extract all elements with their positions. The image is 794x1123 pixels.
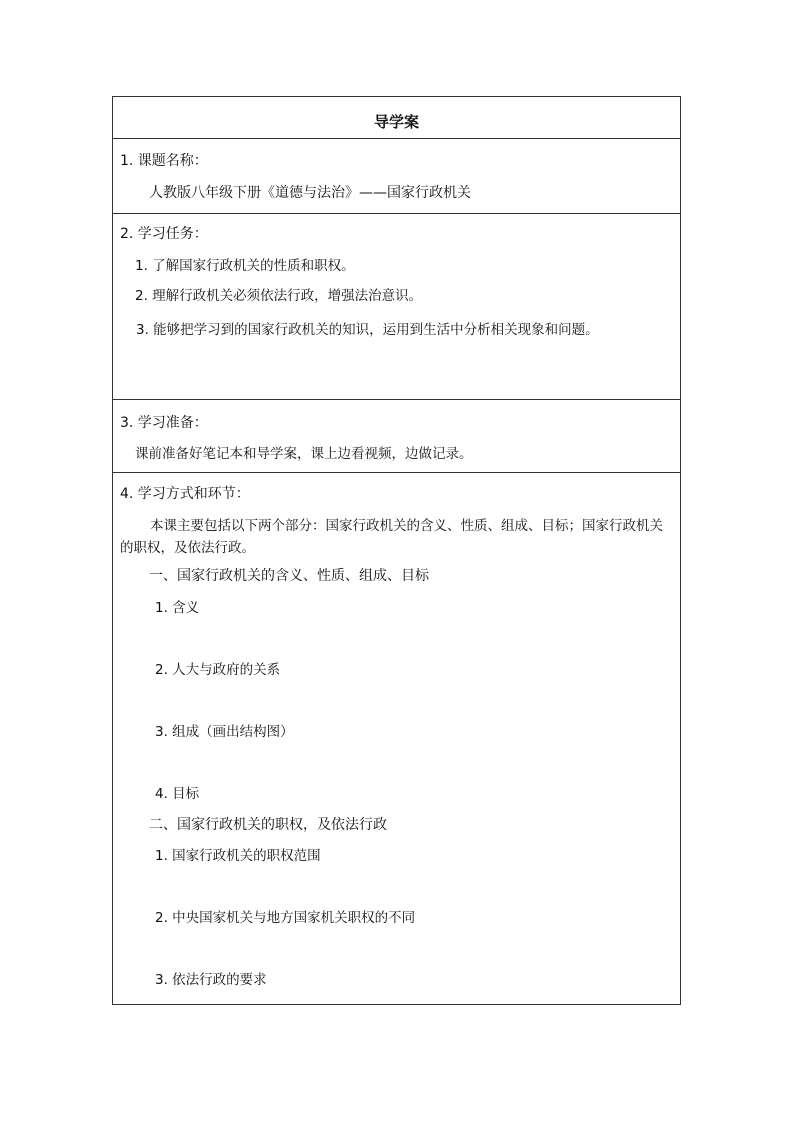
task-item: 2. 理解行政机关必须依法行政，增强法治意识。	[135, 288, 423, 304]
section-methods	[113, 473, 680, 1004]
section-topic-heading: 1. 课题名称：	[120, 153, 208, 169]
course-name: 人教版八年级下册《道德与法治》——国家行政机关	[149, 185, 471, 201]
part1-item: 4. 目标	[155, 786, 200, 802]
part1-item: 1. 含义	[155, 600, 200, 616]
methods-intro: 本课主要包括以下两个部分：国家行政机关的含义、性质、组成、目标；国家行政机关的职权，及依法行政。	[120, 518, 663, 556]
doc-title: 导学案	[373, 113, 419, 131]
task-item: 3. 能够把学习到的国家行政机关的知识，运用到生活中分析相关现象和问题。	[136, 322, 599, 338]
section-tasks-heading: 2. 学习任务：	[120, 226, 208, 242]
part2-title: 二、国家行政机关的职权，及依法行政	[149, 817, 387, 833]
title-row	[113, 97, 680, 139]
part2-item: 3. 依法行政的要求	[155, 972, 267, 988]
task-item: 1. 了解国家行政机关的性质和职权。	[135, 258, 355, 274]
part1-item: 2. 人大与政府的关系	[155, 662, 281, 678]
section-tasks	[113, 214, 680, 400]
section-preparation-heading: 3. 学习准备：	[120, 415, 208, 431]
section-methods-heading: 4. 学习方式和环节：	[120, 486, 250, 502]
part1-title: 一、国家行政机关的含义、性质、组成、目标	[149, 568, 429, 584]
section-topic	[113, 139, 680, 214]
part2-item: 1. 国家行政机关的职权范围	[155, 848, 321, 864]
preparation-text: 课前准备好笔记本和导学案，课上边看视频，边做记录。	[135, 446, 473, 462]
part2-item: 2. 中央国家机关与地方国家机关职权的不同	[155, 910, 416, 926]
part1-item: 3. 组成（画出结构图）	[155, 724, 294, 740]
section-preparation	[113, 400, 680, 473]
guide-table	[112, 96, 681, 1005]
